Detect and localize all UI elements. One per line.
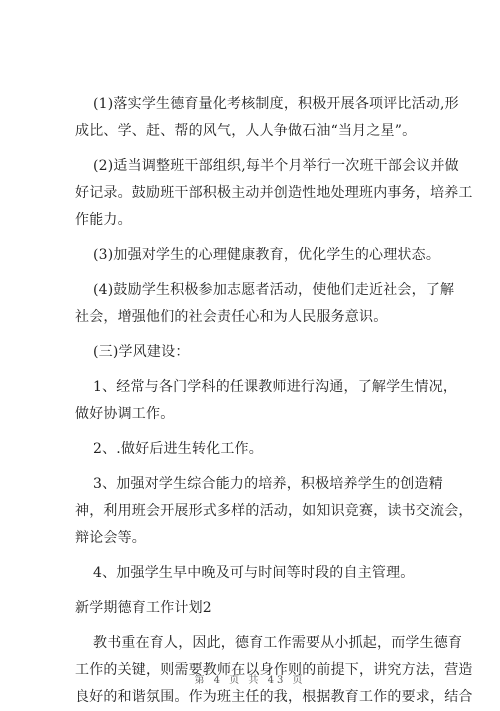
paragraph-4 [75,277,455,331]
paragraph-line: (4)鼓励学生积极参加志愿者活动，使他们走近社会，了解 [93,282,455,298]
paragraph-8 [75,560,435,587]
paragraph-line: 1、经常与各门学科的任课教师进行沟通，了解学生情况， [93,379,458,395]
paragraph-line: 好记录。鼓励班干部积极主动并创造性地处理班内事务，培养工 [75,185,473,201]
paragraph-line: 社会，增强他们的社会责任心和为人民服务意识。 [75,309,388,325]
paragraph-2 [75,153,473,234]
paragraph-line: 3、加强对学生综合能力的培养，积极培养学生的创造精 [93,476,443,492]
paragraph-line: (1)落实学生德育量化考核制度，积极开展各项评比活动,形 [93,96,459,112]
paragraph-line: 工作的关键，则需要教师在以身作则的前提下，讲究方法，营造 [75,662,473,678]
paragraph-line: 神，利用班会开展形式多样的活动，如知识竞赛，读书交流会， [75,503,473,519]
section-title-plan-2 [75,595,435,622]
paragraph-line: 作能力。 [75,212,132,228]
page-number-footer: 第 4 页 共 43 页 [194,675,306,686]
paragraph-line: (三)学风建设： [93,344,190,360]
paragraph-line: 2、.做好后进生转化工作。 [93,441,263,457]
paragraph-line: 教书重在育人，因此，德育工作需要从小抓起，而学生德育 [93,635,463,651]
paragraph-line: 辩论会等。 [75,530,146,546]
paragraph-3 [75,242,441,269]
paragraph-line: 新学期德育工作计划2 [75,600,212,616]
paragraph-line: 成比、学、赶、帮的风气，人人争做石油“当月之星”。 [75,123,417,139]
paragraph-line: 良好的和谐氛围。作为班主任的我，根据教育工作的要求，结合 [75,689,473,705]
paragraph-line: 4、加强学生早中晚及可与时间等时段的自主管理。 [93,565,415,581]
paragraph-line: (3)加强对学生的心理健康教育，优化学生的心理状态。 [93,247,441,263]
paragraph-6 [75,436,435,463]
paragraph-1 [75,91,459,145]
paragraph-5 [75,374,458,428]
paragraph-7 [75,471,473,552]
paragraph-line: 做好协调工作。 [75,406,175,422]
section-heading-study-style [75,339,435,366]
document-body [75,91,473,711]
paragraph-line: (2)适当调整班干部组织,每半个月举行一次班干部会议并做 [93,158,459,174]
